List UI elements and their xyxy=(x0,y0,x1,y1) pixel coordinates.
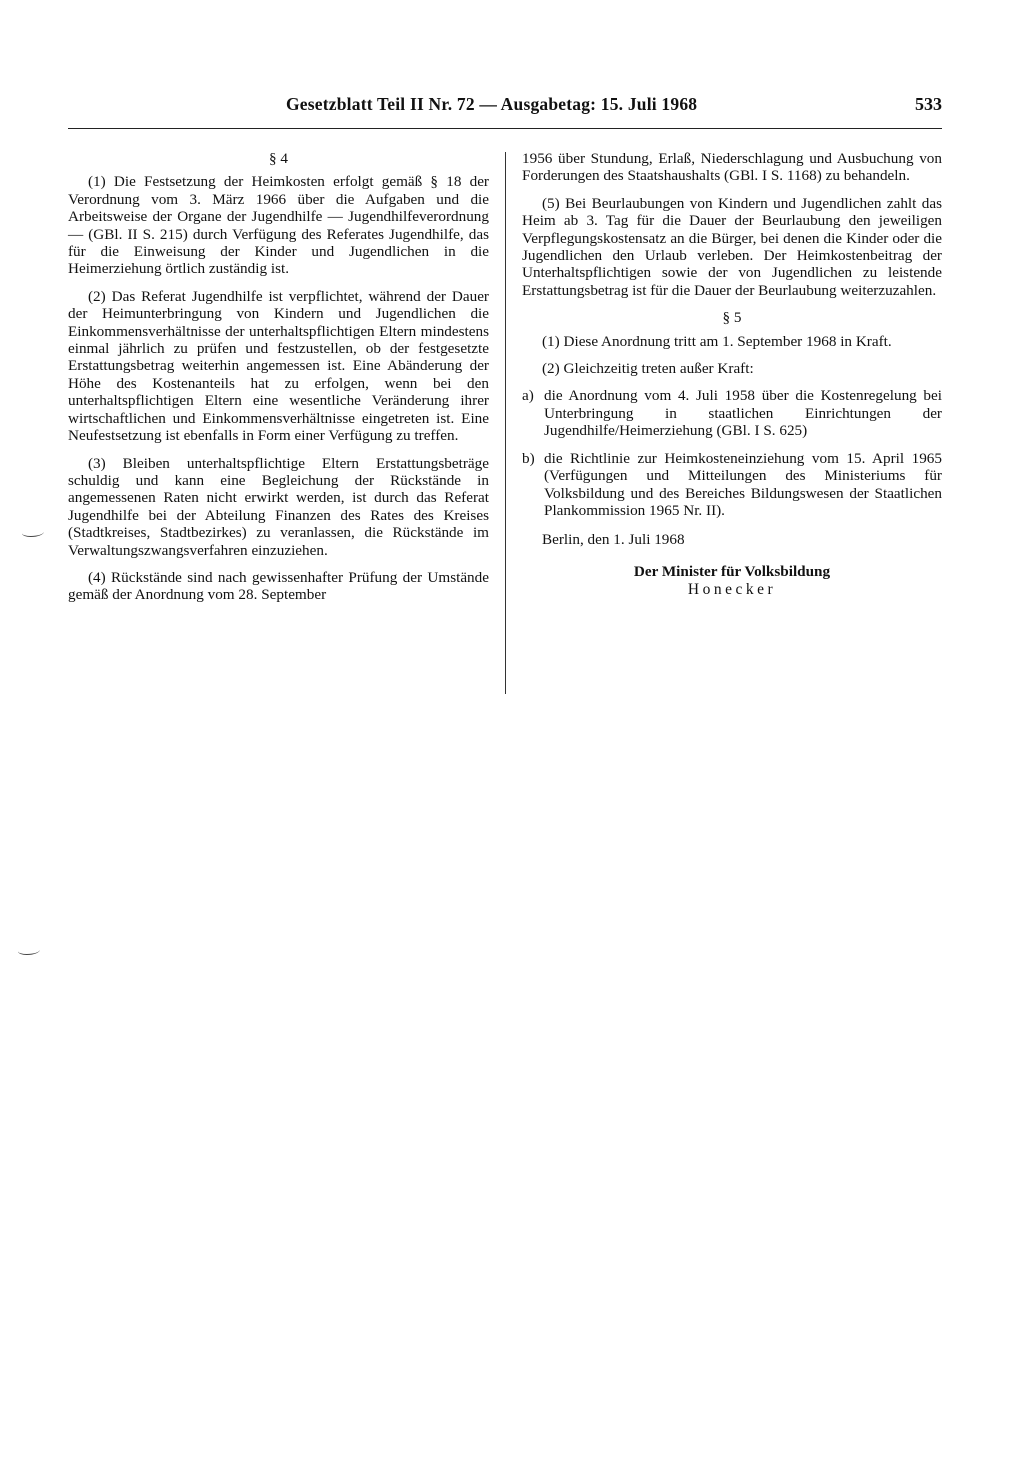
place-date: Berlin, den 1. Juli 1968 xyxy=(542,531,685,549)
section-5-heading: § 5 xyxy=(722,309,742,327)
page-number: 533 xyxy=(915,94,942,114)
header-title: Gesetzblatt Teil II Nr. 72 — Ausgabetag: 15. Juli 1968 xyxy=(286,94,698,114)
list-item-text: die Anordnung vom 4. Juli 1958 über die Kostenregelung bei Unterbringung in staatlichen Einrichtungen der Jugendhilfe/Heimerziehung (GBl. I S. 625) xyxy=(544,387,942,440)
paragraph-4-4-continued: 1956 über Stundung, Erlaß, Niederschlagung und Ausbuchung von Forderungen des Staatshaushalts (GBl. I S. 1168) zu behandeln. xyxy=(522,150,942,185)
signatory-name: Honecker xyxy=(687,581,777,599)
column-divider xyxy=(505,152,506,694)
margin-mark xyxy=(18,946,40,955)
list-marker: a) xyxy=(522,387,534,405)
list-item-b xyxy=(522,450,942,520)
right-column xyxy=(522,150,942,599)
paragraph-5-1: (1) Diese Anordnung tritt am 1. September 1968 in Kraft. xyxy=(542,332,892,350)
list-item-a xyxy=(522,387,942,439)
list-item-text: die Richtlinie zur Heimkosteneinziehung vom 15. April 1965 (Verfügungen und Mitteilungen des Ministeriums für Volksbildung und des Bereiches Bildungswesen der Staatlichen Plankommission 1965 Nr. II). xyxy=(544,449,942,519)
paragraph-4-1: (1) Die Festsetzung der Heimkosten erfolgt gemäß § 18 der Verordnung vom 3. März 1966 über die Aufgaben und die Arbeitsweise der Organe der Jugendhilfe — Jugendhilfeverordnung — (GBl. II S. 215) durch Verfügung des Referates Jugendhilfe, das für die Einweisung der Kinder und Jugendlichen in die Heimerziehung örtlich zuständig ist. xyxy=(68,173,489,278)
page-header xyxy=(68,94,942,129)
margin-mark xyxy=(22,528,44,537)
paragraph-4-3: (3) Bleiben unterhaltspflichtige Eltern Erstattungsbeträge schuldig und kann eine Begleichung der Rückstände in angemessenen Raten nicht erwirkt werden, ist durch das Referat Jugendhilfe bei der Abteilung Finanzen des Rates des Kreises (Stadtkreises, Stadtbezirkes) zu veranlassen, die Rückstände im Verwaltungszwangsverfahren einzuziehen. xyxy=(68,454,489,559)
section-4-heading: § 4 xyxy=(269,150,288,167)
paragraph-4-2: (2) Das Referat Jugendhilfe ist verpflichtet, während der Dauer der Heimunterbringung von Kindern und Jugendlichen die Einkommensverhältnisse der unterhaltspflichtigen Eltern mindestens einmal jährlich zu prüfen und festzustellen, ob der festgesetzte Erstattungsbetrag weiterhin angemessen ist. Eine Abänderung der Höhe des Kostenanteils hat zu erfolgen, wenn bei den unterhaltspflichtigen Eltern eine wesentliche Veränderung ihrer wirtschaftlichen und Einkommensverhältnisse eingetreten ist. Eine Neufestsetzung ist ebenfalls in Form einer Verfügung zu treffen. xyxy=(68,287,489,445)
left-column xyxy=(68,150,489,614)
paragraph-4-4: (4) Rückstände sind nach gewissenhafter Prüfung der Umstände gemäß der Anordnung vom 28. September xyxy=(68,568,489,604)
paragraph-4-5: (5) Bei Beurlaubungen von Kindern und Jugendlichen zahlt das Heim ab 3. Tag für die Dauer der Beurlaubung den jeweiligen Verpflegungskostensatz an die Bürger, bei denen die Kinder oder die Jugendlichen den Urlaub verleben. Der Heimkostenbeitrag der Unterhaltspflichtigen sowie der von Jugendlichen zu leistende Erstattungsbetrag ist für die Dauer der Beurlaubung weiterzuzahlen. xyxy=(522,194,942,299)
list-marker: b) xyxy=(522,449,535,467)
paragraph-5-2: (2) Gleichzeitig treten außer Kraft: xyxy=(542,360,754,378)
signatory-title: Der Minister für Volksbildung xyxy=(633,562,831,580)
